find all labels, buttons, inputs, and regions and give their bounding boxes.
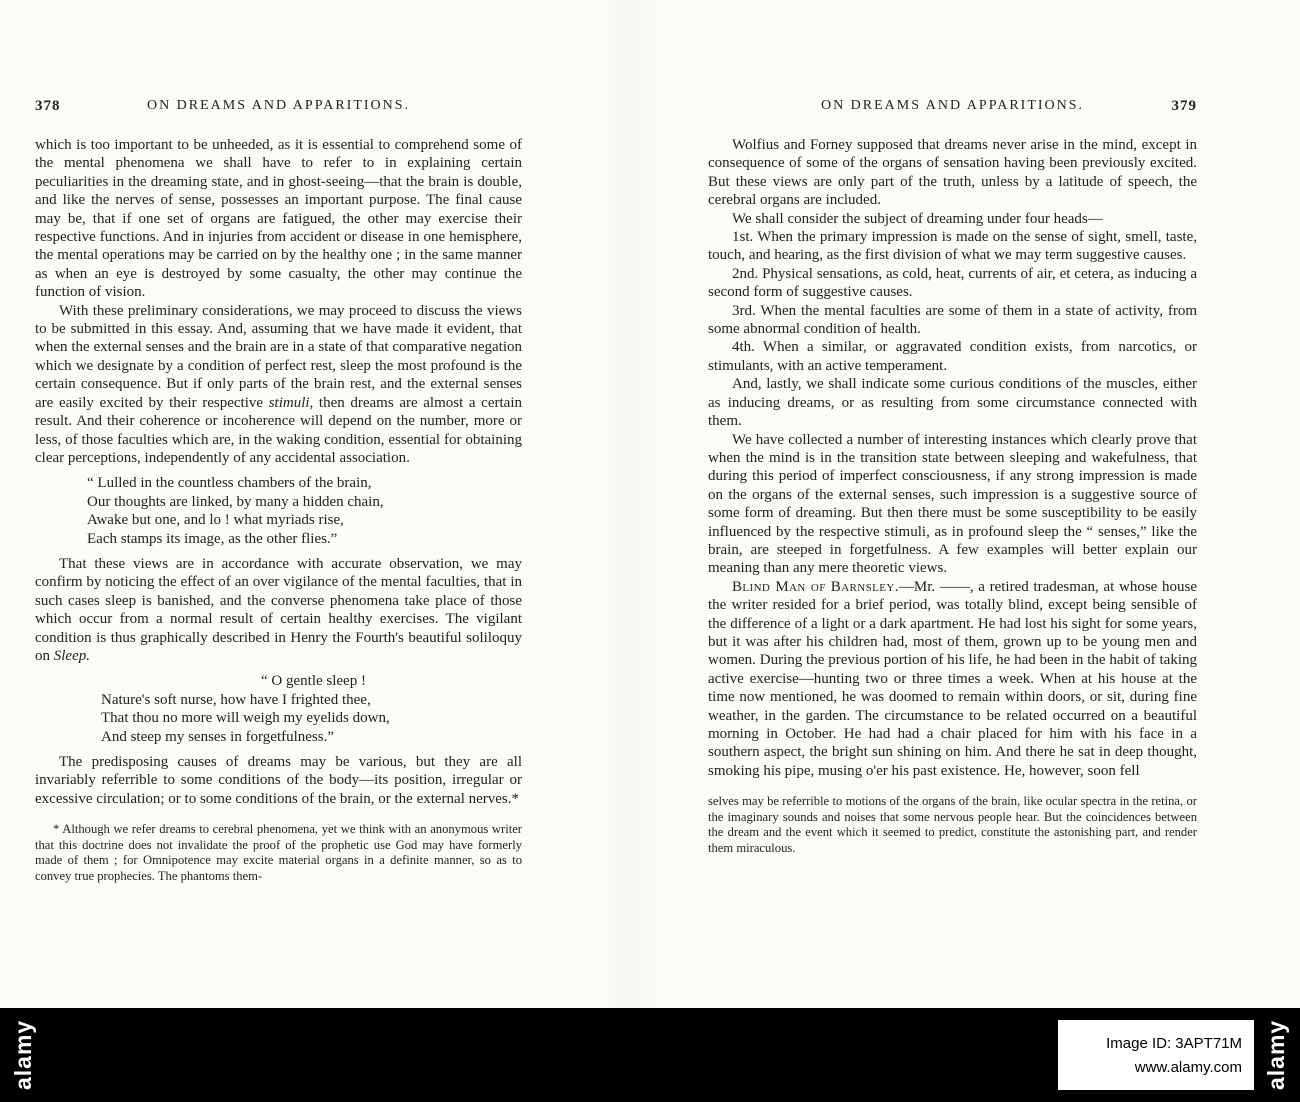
paragraph-text: That these views are in accordance with accurate observation, we may confirm by noticing the effect of an over vigilance of the mental faculties, that in such cases sleep is banished, and the converse phenomena take place of those which occur from a normal result of certain healthy exercises. The vigilant condition is thus graphically described in Henry the Fourth's beautiful soliloquy on xyxy=(35,555,522,664)
paragraph xyxy=(35,302,522,468)
verse-line: Awake but one, and lo ! what myriads rise, xyxy=(87,512,344,529)
paragraph: 2nd. Physical sensations, as cold, heat, currents of air, et cetera, as inducing a second form of suggestive causes. xyxy=(708,265,1197,301)
paragraph: And, lastly, we shall indicate some curious conditions of the muscles, either as inducing dreams, or as resulting from some circumstance connected with them. xyxy=(708,376,1197,430)
verse-line: “ O gentle sleep ! xyxy=(261,673,366,690)
image-id: Image ID: 3APT71M xyxy=(1106,1034,1242,1052)
page-body xyxy=(708,136,1197,857)
paragraph: 4th. When a similar, or aggravated condition exists, from narcotics, or stimulants, with an active temperament. xyxy=(708,339,1197,374)
paragraph: 1st. When the primary impression is made on the sense of sight, smell, taste, touch, and hearing, as the first division of what we may term suggestive causes. xyxy=(708,229,1197,264)
alamy-watermark-bar xyxy=(0,1008,1300,1102)
alamy-logo-right: alamy xyxy=(1263,1019,1289,1091)
paragraph: The predisposing causes of dreams may be various, but they are all invariably referrible to some conditions of the body—its position, irregular or excessive circulation; or to some conditions of the brain, or the external nerves.* xyxy=(35,754,522,807)
alamy-logo-left: alamy xyxy=(10,1019,36,1091)
verse-line: Each stamps its image, as the other flies.” xyxy=(87,530,338,547)
verse-line: And steep my senses in forgetfulness.” xyxy=(101,728,335,745)
page-number: 379 xyxy=(1171,98,1197,114)
paragraph-text: , then dreams are almost a certain result. And their coherence or incoherence will depend on the number, more or less, of those faculties which are, in the waking condition, essential for obtaining clear perceptions, independently of any accidental association. xyxy=(35,394,522,466)
verse-line: That thou no more will weigh my eyelids down, xyxy=(101,710,390,727)
page-header xyxy=(708,98,1197,120)
verse-line: “ Lulled in the countless chambers of the brain, xyxy=(87,475,372,492)
paragraph: 3rd. When the mental faculties are some of them in a state of activity, from some abnormal condition of health. xyxy=(708,302,1197,338)
alamy-url: www.alamy.com xyxy=(1134,1058,1242,1076)
paragraph-text: With these preliminary considerations, we may proceed to discuss the views to be submitted in this essay. And, assuming that we have made it evident, that when the external senses and the brain are in a state of that comparative negation which we designate by a condition of perfect rest, sleep the most profound is the certain consequence. But if only parts of the brain rest, and the external senses are easily excited by their respective xyxy=(35,302,522,411)
verse-quote xyxy=(87,474,522,548)
page-header xyxy=(35,98,522,120)
paragraph: Wolfius and Forney supposed that dreams never arise in the mind, except in consequence of some of the organs of sensation having been previously excited. But these views are only part of the truth, unless by a latitude of speech, the cerebral organs are included. xyxy=(708,137,1197,209)
page-gutter xyxy=(600,0,660,1008)
footnote: * Although we refer dreams to cerebral phenomena, yet we think with an anonymous writer that this doctrine does not invalidate the proof of the prophetic use God may have formerly made of them ; for Omnipotence may excite material organs in a definite manner, so as to convey true prophecies. The phantoms them- xyxy=(35,822,522,883)
page-body xyxy=(35,136,522,885)
verse-line: Our thoughts are linked, by many a hidden chain, xyxy=(87,493,384,510)
paragraph xyxy=(708,578,1197,780)
page-379 xyxy=(708,98,1197,1003)
verse-line: Nature's soft nurse, how have I frighted thee, xyxy=(101,691,371,708)
image-id-box xyxy=(1058,1020,1254,1090)
paragraph: which is too important to be unheeded, as it is essential to comprehend some of the mental phenomena we shall have to refer to in explaining certain peculiarities in the dreaming state, and in ghost-seeing—that the brain is double, and like the nerves of sense, possesses an important purpose. The final cause may be, that if one set of organs are fatigued, the other may exercise their respective functions. And in injuries from accident or disease in one hemisphere, the mental operations may be carried on by the healthy one ; in the same manner as when an eye is destroyed by some casualty, the other may continue the function of vision. xyxy=(35,137,522,301)
italic-word: stimuli xyxy=(268,394,310,411)
paragraph xyxy=(35,555,522,665)
paragraph: We shall consider the subject of dreaming under four heads— xyxy=(732,210,1103,227)
italic-word: Sleep. xyxy=(53,647,90,664)
footnote: selves may be referrible to motions of the organs of the brain, like ocular spectra in the retina, or the imaginary sounds and noises that some nervous people hear. But the coincidences between the dream and the event which it seemed to predict, constitute the astonishing part, and render them miraculous. xyxy=(708,794,1197,855)
paragraph-text: —Mr. ——, a retired tradesman, at whose house the writer resided for a brief period, was totally blind, except being sensible of the difference of a light or a dark apartment. He had lost his sight for some years, but it was after his children had, most of them, grown up to be young men and women. During the previous portion of his life, he had been in the habit of taking active exercise—hunting two or three times a week. When at his house at the time now mentioned, he was doomed to remain within doors, or sit, during fine weather, in the garden. The circumstance to be related occurred on a beautiful morning in October. He had had a chair placed for him with his face in a southern aspect, the bright sun shining on him. And there he sat in deep thought, smoking his pipe, musing o'er his past existence. He, however, soon fell xyxy=(708,578,1197,779)
running-title: ON DREAMS AND APPARITIONS. xyxy=(820,98,1085,113)
page-378 xyxy=(35,98,522,1003)
paragraph: We have collected a number of interesting instances which clearly prove that when the mind is in the transition state between sleeping and wakefulness, that during this period of imperfect consciousness, if any strong impression is made on the organs of the external senses, such impression is a suggestive source of some form of dreaming. But then there must be some susceptibility to be easily influenced by the respective stimuli, as in profound sleep the “ senses,” like the brain, are steeped in forgetfulness. A few examples will better explain our meaning than any mere theoretic views. xyxy=(708,431,1197,577)
verse-quote xyxy=(101,672,522,746)
page-number: 378 xyxy=(35,98,61,114)
section-lead: Blind Man of Barnsley. xyxy=(732,578,899,595)
running-title: ON DREAMS AND APPARITIONS. xyxy=(146,98,411,113)
